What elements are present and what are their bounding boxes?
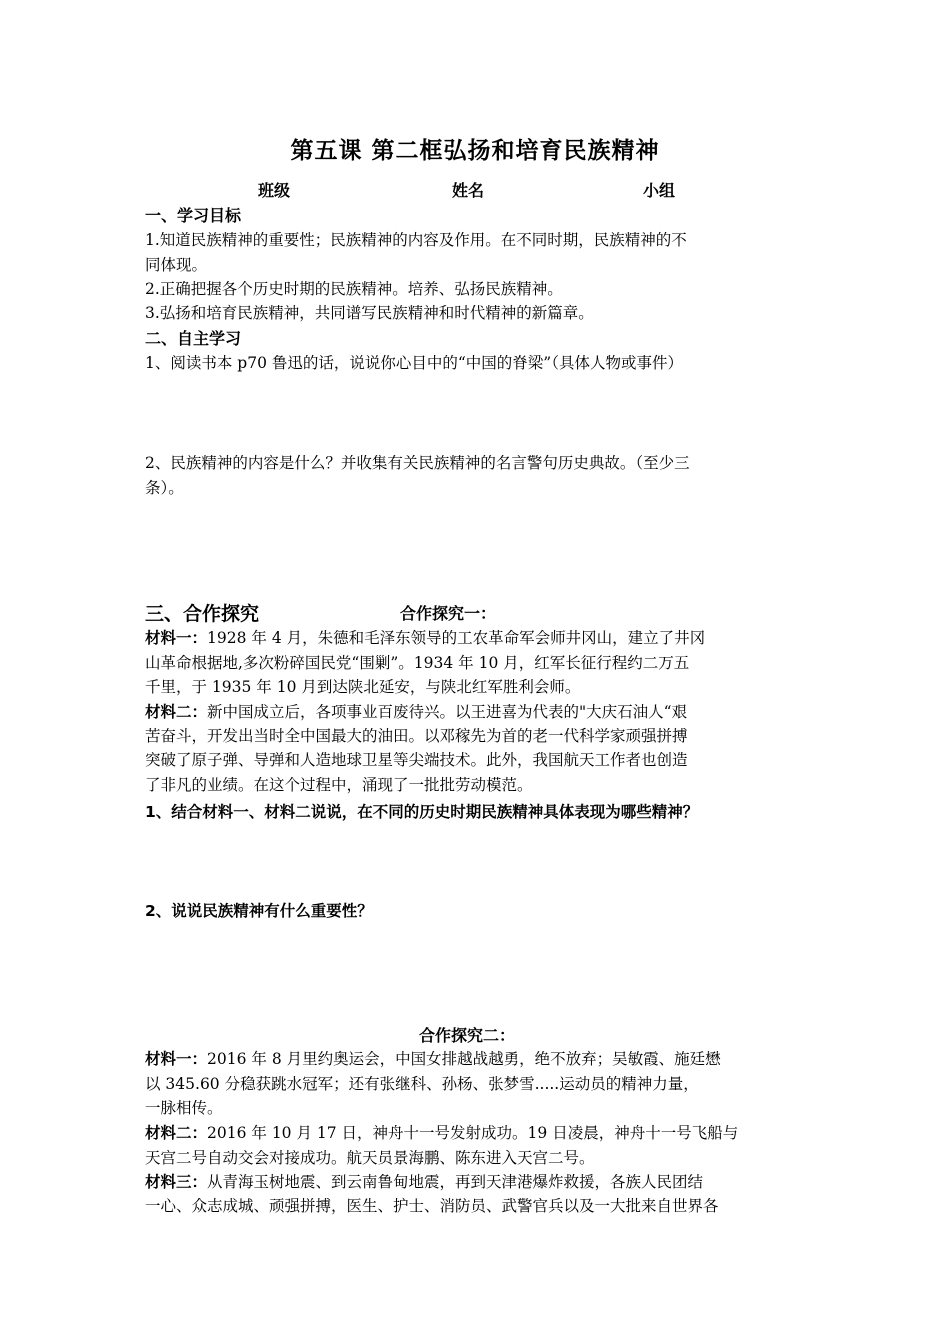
explore1-heading: 合作探究一： — [400, 604, 497, 623]
group-field-label: 小组 — [643, 181, 676, 200]
self-study-question-2: 2、民族精神的内容是什么？并收集有关民族精神的名言警句历史典故。（至少三 — [145, 454, 690, 472]
material-text: 新中国成立后，各项事业百废待兴。以王进喜为代表的"大庆石油人“艰 — [207, 703, 688, 721]
name-field-label: 姓名 — [452, 181, 485, 200]
material-text: 2016 年 8 月里约奥运会，中国女排越战越勇，绝不放弃；吴敏霞、施廷懋 — [207, 1050, 721, 1068]
section1-heading: 一、学习目标 — [145, 206, 242, 225]
objective-line: 3.弘扬和培育民族精神，共同谱写民族精神和时代精神的新篇章。 — [145, 304, 594, 322]
material-text: 一心、众志成城、顽强拼搏，医生、护士、消防员、武警官兵以及一大批来自世界各 — [145, 1197, 719, 1215]
explore2-material3 — [145, 1170, 703, 1192]
explore2-material2 — [145, 1121, 738, 1143]
explore2-material1 — [145, 1047, 721, 1069]
material-label: 材料二： — [145, 1124, 208, 1142]
explore1-question-2: 2、说说民族精神有什么重要性？ — [145, 902, 373, 920]
material-label: 材料二： — [145, 703, 208, 721]
explore1-material2 — [145, 700, 687, 722]
material-text: 千里，于 1935 年 10 月到达陕北延安，与陕北红军胜利会师。 — [145, 678, 581, 696]
material-text: 从青海玉树地震、到云南鲁甸地震，再到天津港爆炸救援，各族人民团结 — [207, 1173, 704, 1191]
material-text: 2016 年 10 月 17 日，神舟十一号发射成功。19 日凌晨，神舟十一号飞船与 — [207, 1124, 739, 1142]
material-label: 材料三： — [145, 1173, 208, 1191]
section3-heading: 三、合作探究 — [145, 603, 260, 625]
explore2-heading: 合作探究二： — [419, 1026, 516, 1045]
material-text: 了非凡的业绩。在这个过程中，涌现了一批批劳动模范。 — [145, 776, 533, 794]
explore1-material1 — [145, 626, 705, 648]
objective-line: 同体现。 — [145, 256, 208, 274]
self-study-question-2-cont: 条）。 — [145, 479, 184, 497]
material-text: 1928 年 4 月，朱德和毛泽东领导的工农革命军会师井冈山，建立了井冈 — [207, 629, 706, 647]
material-text: 一脉相传。 — [145, 1099, 223, 1117]
material-text: 天宫二号自动交会对接成功。航天员景海鹏、陈东进入天宫二号。 — [145, 1149, 595, 1167]
explore1-question-1: 1、结合材料一、材料二说说，在不同的历史时期民族精神具体表现为哪些精神？ — [145, 803, 699, 821]
section2-heading: 二、自主学习 — [145, 329, 242, 348]
page-title: 第五课 第二框弘扬和培育民族精神 — [290, 138, 660, 164]
material-label: 材料一： — [145, 629, 208, 647]
material-text: 山革命根据地,多次粉碎国民党“围剿”。1934 年 10 月，红军长征行程约二万五 — [145, 654, 690, 672]
self-study-question-1: 1、阅读书本 p70 鲁迅的话，说说你心目中的“中国的脊梁”（具体人物或事件） — [145, 354, 683, 372]
material-text: 突破了原子弹、导弹和人造地球卫星等尖端技术。此外，我国航天工作者也创造 — [145, 751, 688, 769]
material-text: 以 345.60 分稳获跳水冠军；还有张继科、孙杨、张梦雪.....运动员的精神力量， — [145, 1075, 699, 1093]
class-field-label: 班级 — [258, 181, 291, 200]
material-text: 苦奋斗，开发出当时全中国最大的油田。以邓稼先为首的老一代科学家顽强拼搏 — [145, 727, 688, 745]
objective-line: 1.知道民族精神的重要性；民族精神的内容及作用。在不同时期，民族精神的不 — [145, 231, 687, 249]
objective-line: 2.正确把握各个历史时期的民族精神。培养、弘扬民族精神。 — [145, 280, 563, 298]
material-label: 材料一： — [145, 1050, 208, 1068]
